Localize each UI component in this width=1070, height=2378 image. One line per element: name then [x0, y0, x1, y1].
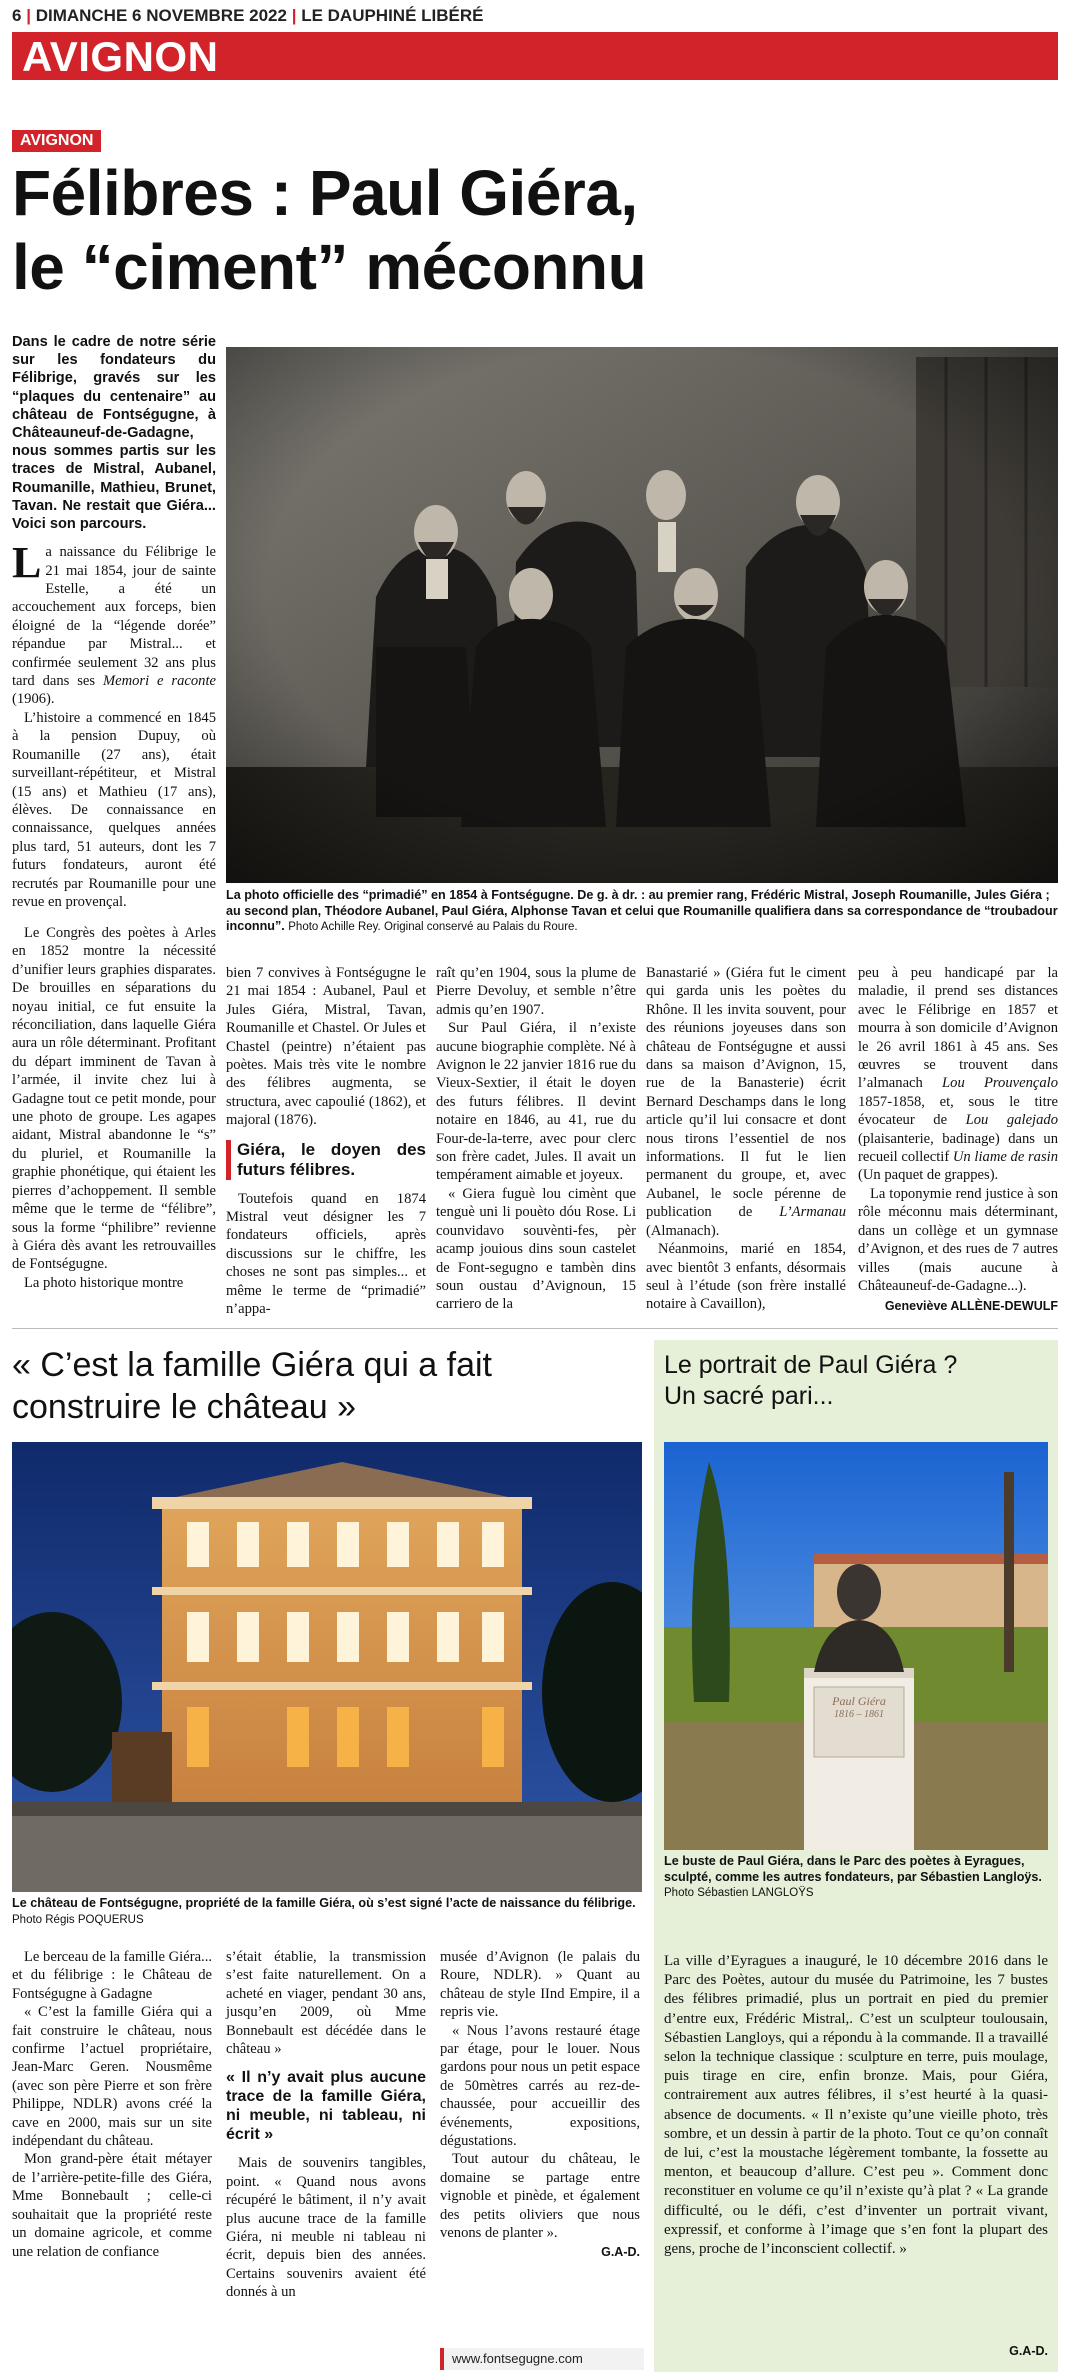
chateau-caption: Le château de Fontségugne, propriété de la famille Giéra, où s’est signé l’acte de naissance du félibrige. Photo Régis POQUERUS: [12, 1896, 636, 1926]
page-number: 6: [12, 6, 22, 25]
paragraph: Banastarié » (Giéra fut le ciment qui garda unis les poètes du Rhône. Il les invita souvent, pour des réunions joyeuses dans son château de Fontségugne et aussi dans sa maison d’Avignon, 15, rue de la Banasterie) écrit Bernard Deschamps dans le long article qu’il lui consacre et dont nous tirons l’essentiel de nos informations. Il fut le lien permanent du groupe, et, avec Aubanel, le socle pérenne de publication de L’Armanau (Almanach).: [646, 965, 846, 1239]
portrait-title: Le portrait de Paul Giéra ? Un sacré pari...: [664, 1351, 958, 1410]
paragraph: Mon grand-père était métayer de l’arrière-petite-fille des Giéra, Mme Bonnebault ; celle-ci souhaitait que la propriété reste un domaine agricole, et comme une relation de confiance: [12, 2151, 212, 2260]
portrait-box: [654, 1340, 1058, 2372]
pull-quote: « Il n’y avait plus aucune trace de la famille Giéra, ni meuble, ni tableau, ni écrit »: [226, 2069, 426, 2144]
chateau-photo: [12, 1442, 642, 1892]
chateau-title: « C’est la famille Giéra qui a fait construire le château »: [12, 1346, 492, 1426]
article-column-3: [436, 964, 636, 1314]
paragraph: Néanmoins, marié en 1854, avec bientôt 3 enfants, désormais seul à l’étude (son frère installé notaire à Cavaillon),: [646, 1241, 846, 1313]
paragraph: Sur Paul Giéra, il n’existe aucune biographie complète. Né à Avignon le 22 janvier 1816 rue du Vieux-Sextier, il était le doyen des futurs félibres. Il devint notaire en 1846, au 41, rue du Four-de-la-terre, avec pour clerc son frère cadet, Jules. Il avait un tempérament aimable et joyeux.: [436, 1020, 636, 1184]
chateau-column-1: [12, 1948, 212, 2261]
portrait-caption: Le buste de Paul Giéra, dans le Parc des poètes à Eyragues, sculpté, comme les autres fondateurs, par Sébastien Langloÿs. Photo Sébastien LANGLOŸS: [664, 1854, 1042, 1900]
paragraph: musée d’Avignon (le palais du Roure, NDLR). » Quant au château de style IInd Empire, il a repris vie.: [440, 1949, 640, 2021]
plaque-name: Paul Giéra: [832, 1694, 886, 1708]
paragraph: « C’est la famille Giéra qui a fait construire le château, nous confirme l’actuel propriétaire, Jean-Marc Geren. Nousmême (avec son père Pierre et son frère Philippe, NDLR) avons créé la cave en 2000, mais sur un site indépendant du château.: [12, 2004, 212, 2150]
chateau-illustration: [12, 1442, 642, 1892]
bust-illustration: [664, 1442, 1048, 1850]
article-column-4: [646, 964, 846, 1314]
subhead: Giéra, le doyen des futurs félibres.: [226, 1140, 426, 1180]
paragraph: Toutefois quand en 1874 Mistral veut désigner les 7 fondateurs officiels, après discussions sur le chiffre, les choses ne sont pas simples... et même le terme de “primadié” n’appa-: [226, 1190, 426, 1318]
photo-caption: La photo officielle des “primadié” en 1854 à Fontségugne. De g. à dr. : au premier rang, Frédéric Mistral, Joseph Roumanille, Jules Giéra ; au second plan, Théodore Aubanel, Paul Giéra, Alphonse Tavan et celui que Roumanille qualifiera dans sa correspondance de “troubadour inconnu”. Photo Achille Rey. Original conservé au Palais du Roure.: [226, 888, 1058, 934]
section-banner: [12, 32, 1058, 80]
article-column-1: Dans le cadre de notre série sur les fondateurs du Félibrige, gravés sur les “plaques du centenaire” au château de Fontségugne, à Châteauneuf-de-Gadagne, nous sommes partis sur les traces de Mistral, Aubanel, Roumanille, Mathieu, Brunet, Tavan. Ne restait que Giéra... Voici son parcours. La naissance du Félibrige le 21 mai 1854, jour de sainte Estelle, a été un accouchement aux forceps, bien éloigné de la “légende dorée” répandue par Mistral... et confirmée seulement 32 ans plus tard dans ses Memori e raconte (1906). L’histoire a commencé en 1845 à la pension Dupuy, où Roumanille (27 ans), était surveillant-répétiteur, et Mistral (15 ans) et Mathieu (17 ans), élèves. De connaissance en connaissance, quelques années plus tard, 51 auteurs, dont les 7 futurs fondateurs, auront été recrutés par Roumanille pour une revue en provençal.: [12, 334, 216, 910]
plaque-dates: 1816 – 1861: [834, 1709, 884, 1720]
historic-photo-illustration: [226, 347, 1058, 883]
article-column-2: [226, 964, 426, 1319]
article-column-5: [858, 964, 1058, 1316]
portrait-signature: G.A-D.: [1009, 2344, 1048, 2358]
article-kicker: AVIGNON: [12, 130, 101, 152]
paragraph: La photo historique montre: [24, 1274, 184, 1291]
article-column-1-continued: [12, 924, 216, 1292]
article-title: [12, 156, 1058, 304]
paragraph: « Nous l’avons restauré étage par étage, pour le louer. Nous gardons pour nous un petit espace de 50mètres carrés au rez-de-chaussée, pour accueillir des événements, expositions, dégustations.: [440, 2022, 640, 2150]
paragraph: Mais de souvenirs tangibles, point. « Quand nous avons récupéré le bâtiment, il n’y avait plus aucune trace de la famille Giéra, ni meuble ni tableau ni écrit, depuis bien des années. Certains souvenirs avaient été donnés à un: [226, 2155, 426, 2301]
section-title: AVIGNON: [22, 33, 219, 80]
chateau-column-2: [226, 1948, 426, 2302]
portrait-body: La ville d’Eyragues a inauguré, le 10 décembre 2016 dans le Parc des Poètes, autour du musée du Patrimoine, les 7 bustes des félibres primadié, plus un portrait en pied du premier d’entre eux, Frédéric Mistral,. C’est un sculpteur toulousain, Sébastien Langloys, qui a répondu à la commande. Il a travaillé selon la technique classique : sculpture en terre, puis moulage, puis tirage en cire, enfin bronze. Mais, pour Giéra, contrairement aux autres félibres, il s’est heurté à la quasi-absence de documents. « Il n’existe qu’une vieille photo, très sombre, et un dessin à partir de la photo. Tout ce qu’on connaît de lui, c’est la moustache légèrement tombante, la fossette au menton, et beaucoup d’allure. C’est peu ». Comment donc reconstituer en volume ce qu’il n’existe qu’à plat ? « La grande difficulté, ou le défi, c’est d’inventer un portrait vivant, expressif, et conforme à l’image que s’en font la plupart des gens, proche de l’inconscient collectif. »: [664, 1953, 1048, 2258]
newspaper-name: LE DAUPHINÉ LIBÉRÉ: [301, 6, 484, 25]
page-header: 6 | DIMANCHE 6 NOVEMBRE 2022 | LE DAUPHINÉ LIBÉRÉ: [12, 6, 484, 25]
historic-group-photo: [226, 347, 1058, 883]
divider: [12, 1328, 1058, 1329]
chateau-column-3: [440, 1948, 640, 2261]
paragraph: La toponymie rend justice à son rôle méconnu mais déterminant, dans un collège et un gymnase d’Avignon, et des rues de 7 autres villes (mais aucune à Châteauneuf-de-Gadagne...).: [858, 1185, 1058, 1294]
dropcap: L: [12, 538, 42, 588]
chateau-signature: G.A-D.: [601, 2244, 640, 2259]
paragraph: bien 7 convives à Fontségugne le 21 mai 1854 : Aubanel, Paul et Jules Giéra, Mistral, Tavan, Roumanille et Chastel. Or Jules et Chastel (peintre) n’étaient pas poètes. Mais très vite le nombre des félibres augmenta, se structura, avec capoulié (1862), et majoral (1876).: [226, 965, 426, 1129]
title-line-1: Félibres : Paul Giéra,: [12, 157, 638, 229]
author-signature: Geneviève ALLÈNE-DEWULF: [884, 1299, 1058, 1314]
article-lead: Dans le cadre de notre série sur les fondateurs du Félibrige, gravés sur les “plaques du centenaire” au château de Fontségugne, à Châteauneuf-de-Gadagne, nous sommes partis sur les traces de Mistral, Aubanel, Roumanille, Mathieu, Brunet, Tavan. Ne restait que Giéra... Voici son parcours.: [12, 334, 216, 533]
website-link[interactable]: www.fontsegugne.com: [452, 2351, 583, 2366]
website-box[interactable]: [440, 2348, 644, 2370]
title-line-2: le “ciment” méconnu: [12, 231, 647, 303]
bust-photo: [664, 1442, 1048, 1850]
paragraph: s’était établie, la transmission s’est faite naturellement. On a acheté en viager, pendant 30 ans, jusqu’en 2009, où Mme Bonnebault est décédée dans le château »: [226, 1949, 426, 2058]
paragraph: L’histoire a commencé en 1845 à la pension Dupuy, où Roumanille (27 ans), était surveillant-répétiteur, et Mistral (15 ans) et Mathieu (17 ans), élèves. De connaissance en connaissance, quelques années plus tard, 51 auteurs, dont les 7 futurs fondateurs, auront été recrutés par Roumanille pour une revue en provençal.: [12, 709, 216, 910]
paragraph: « Giera fuguè lou cimènt que tenguè uni li pouèto dóu Rose. Li counvidavo souvènti-fes, pèr acamp jouious dins soun castelet de Font-segugno e tambèn dins soun oustau d’Avignoun, 15 carriero de la: [436, 1185, 636, 1313]
paragraph: Tout autour du château, le domaine se partage entre vignoble et pinède, et également des petits oliviers que nous venons de planter ».: [440, 2151, 640, 2242]
header-date: DIMANCHE 6 NOVEMBRE 2022: [35, 6, 287, 25]
paragraph: Le berceau de la famille Giéra... et du félibrige : le Château de Fontségugne à Gadagne: [12, 1949, 212, 2002]
paragraph: raît qu’en 1904, sous la plume de Pierre Devoluy, et semble n’être admis qu’en 1907.: [436, 965, 636, 1018]
plaque-text: [814, 1694, 904, 1720]
paragraph: Le Congrès des poètes à Arles en 1852 montre la nécessité d’unifier leurs graphies disparates. De brouilles en séparations du noyau initial, ce fut ensuite la réconciliation, dans laquelle Giéra aura un rôle déterminant. Profitant du départ imminent de Tavan à l’armée, il invite chez lui à Gadagne tout ce petit monde, pour une photo de groupe. Les agapes aidant, Mistral abandonne le “s” du pluriel, et Roumanille la graphie phonétique, qui étaient les pierres d’achoppement. Il semble même que le terme de “félibre”, sous la forme “philibre” revienne à Giéra dès avant les retrouvailles de Fontségugne.: [12, 925, 216, 1273]
paragraph: peu à peu handicapé par la maladie, il prend ses distances avec le Félibrige en 1857 et mourra à son domicile d’Avignon le 26 avril 1861 à 45 ans. Ses œuvres se trouvent dans l’almanach Lou Prouvençalo 1857-1858, et, sous le titre évocateur de Lou galejado (plaisanterie, badinage) dans un recueil collectif Un liame de rasin (Un paquet de grappes).: [858, 965, 1058, 1184]
